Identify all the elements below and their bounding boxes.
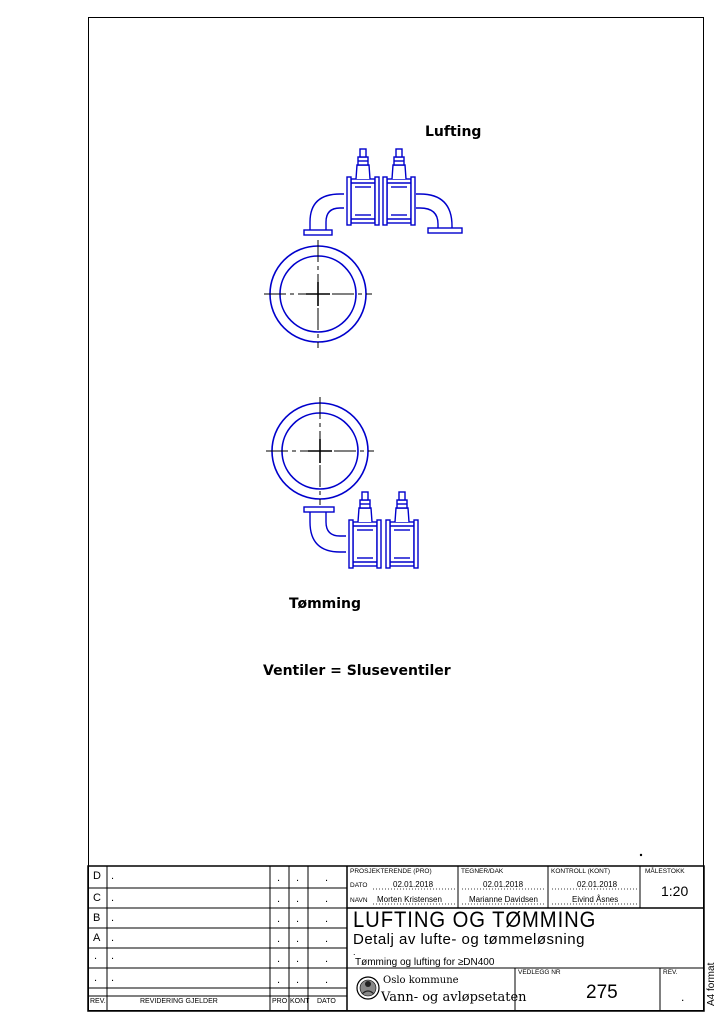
rev-row-b-text: . [111, 912, 115, 924]
rev-row-b-letter: B [93, 912, 101, 924]
rev-row-d-letter: D [93, 870, 101, 882]
rev-label: REV. [663, 969, 678, 976]
label-lufting: Lufting [425, 124, 482, 140]
drawing-title: LUFTING OG TØMMING [353, 907, 597, 932]
rev-row-d-kont: . [296, 872, 300, 884]
rev-row-a-text: . [111, 932, 115, 944]
tegner-label: TEGNER/DAK [461, 868, 504, 875]
rev-row-c-letter: C [93, 892, 101, 904]
rev-row-5-pro: . [277, 953, 281, 965]
malestokk-label: MÅLESTOKK [645, 868, 685, 875]
rev-value: . [681, 990, 685, 1004]
vedlegg-number: 275 [586, 982, 618, 1003]
rev-row-6-dato: . [325, 974, 329, 986]
rev-row-a-letter: A [93, 932, 101, 944]
rev-row-a-kont: . [296, 933, 300, 945]
drawing-description: Tømming og lufting for ≥DN400 [355, 957, 495, 968]
label-ventiler: Ventiler = Sluseventiler [263, 663, 451, 679]
rev-row-a-pro: . [277, 933, 281, 945]
rev-row-5-dato: . [325, 953, 329, 965]
subtitle-dot: . [353, 947, 356, 957]
tegner-dato: 02.01.2018 [483, 880, 524, 889]
pro-navn: Morten Kristensen [377, 895, 442, 904]
tegner-navn: Marianne Davidsen [469, 895, 538, 904]
rev-row-c-dato: . [325, 893, 329, 905]
rev-row-b-kont: . [296, 913, 300, 925]
kontroll-navn: Eivind Åsnes [572, 895, 619, 904]
rev-header-rev: REV. [90, 998, 106, 1005]
org-line1: Oslo kommune [383, 975, 459, 986]
rev-row-6-text: . [111, 972, 115, 984]
rev-row-d-dato: . [325, 872, 329, 884]
rev-row-5-kont: . [296, 953, 300, 965]
prosjekterende-label: PROSJEKTERENDE (PRO) [350, 868, 432, 875]
rev-header-text: REVIDERING GJELDER [140, 998, 218, 1005]
kontroll-dato: 02.01.2018 [577, 880, 618, 889]
rev-row-d-text: . [111, 870, 115, 882]
format-label: A4 format [706, 962, 717, 1006]
org-line2: Vann- og avløpsetaten [381, 990, 527, 1005]
label-tomming: Tømming [289, 596, 362, 612]
navn-label: NAVN [350, 897, 368, 904]
rev-row-c-kont: . [296, 893, 300, 905]
lufting-assembly [264, 149, 462, 348]
dato-label: DATO [350, 882, 368, 889]
kontroll-label: KONTROLL (KONT) [551, 868, 610, 875]
rev-row-6-letter: . [94, 972, 98, 984]
rev-row-c-pro: . [277, 893, 281, 905]
drawing-subtitle: Detalj av lufte- og tømmeløsning [353, 931, 585, 948]
rev-row-c-text: . [111, 892, 115, 904]
rev-row-a-dato: . [325, 933, 329, 945]
oslo-kommune-emblem [357, 977, 379, 999]
vedlegg-label: VEDLEGG NR [518, 969, 561, 976]
rev-row-5-letter: . [94, 950, 98, 962]
tomming-assembly [266, 397, 418, 568]
rev-row-5-text: . [111, 950, 115, 962]
rev-row-b-pro: . [277, 913, 281, 925]
rev-header-kont: KONT [290, 998, 310, 1005]
rev-row-6-kont: . [296, 974, 300, 986]
rev-row-b-dato: . [325, 913, 329, 925]
rev-header-dato: DATO [317, 998, 336, 1005]
rev-row-d-pro: . [277, 872, 281, 884]
rev-row-6-pro: . [277, 974, 281, 986]
rev-header-pro: PRO [272, 998, 288, 1005]
pro-dato: 02.01.2018 [393, 880, 434, 889]
scale-value: 1:20 [661, 883, 689, 899]
